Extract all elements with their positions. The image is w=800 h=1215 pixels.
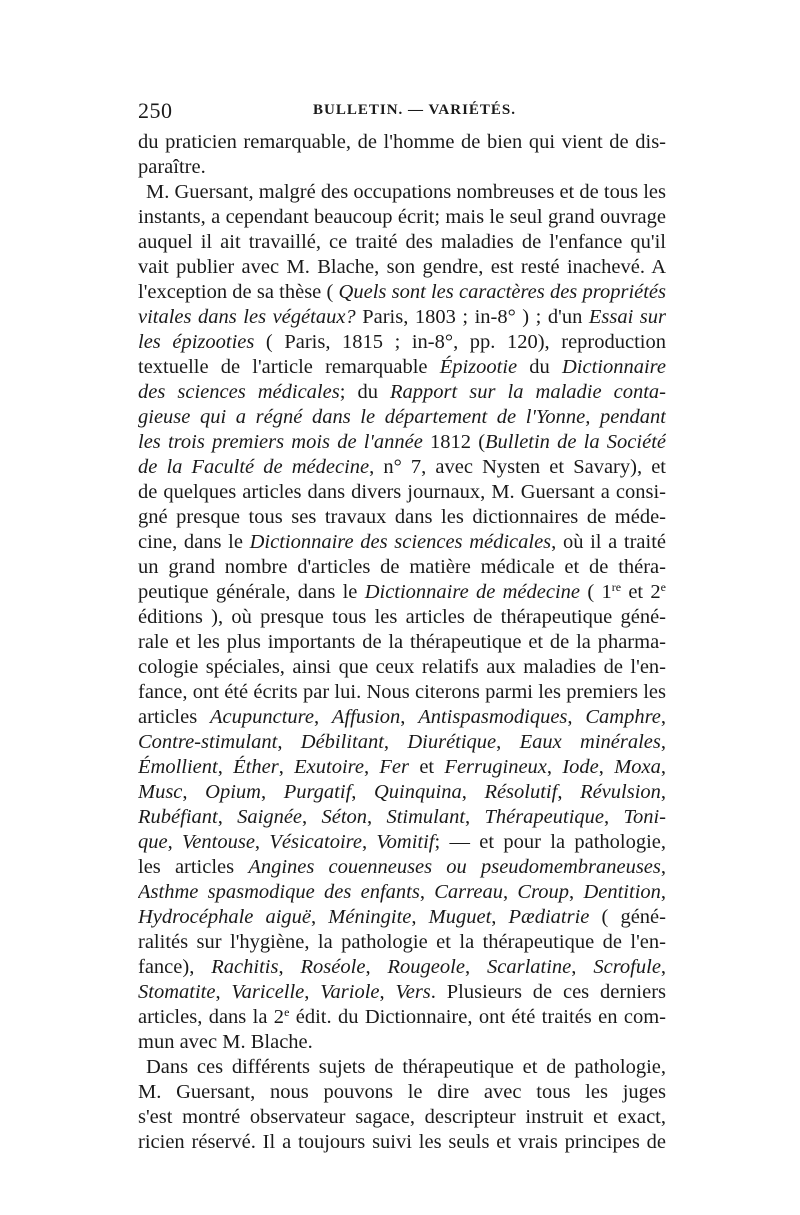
- text-line: [138, 355, 666, 380]
- italic-title: Toni-: [623, 806, 666, 828]
- text-line: [138, 280, 666, 305]
- text-segment: ,: [464, 956, 488, 978]
- italic-title: Exutoire: [294, 756, 364, 778]
- text-segment: ,: [660, 856, 666, 878]
- italic-title: Ferrugineux: [444, 756, 547, 778]
- text-line: [138, 630, 666, 655]
- italic-title: Hydrocéphale aiguë: [138, 906, 312, 928]
- text-segment: ( géné-: [589, 906, 666, 928]
- text-segment: ,: [569, 881, 584, 903]
- italic-title: Moxa: [614, 756, 661, 778]
- text-segment: ,: [496, 731, 520, 753]
- text-segment: ricien réservé. Il a toujours suivi les seuls et vrais principes de: [138, 1131, 666, 1153]
- italic-title: Bulletin de la Société: [485, 431, 666, 453]
- italic-title: des sciences médicales: [138, 381, 340, 403]
- italic-title: Rapport sur la maladie conta-: [390, 381, 666, 403]
- text-segment: paraître.: [138, 156, 206, 178]
- text-segment: gné presque tous ses travaux dans les dictionnaires de méde-: [138, 506, 666, 528]
- italic-title: Stimulant: [386, 806, 466, 828]
- text-segment: ,: [367, 806, 387, 828]
- text-segment: , où il a traité: [551, 531, 666, 553]
- text-segment: M. Guersant, malgré des occupations nombreuses et de tous les: [146, 181, 666, 203]
- text-segment: éditions ), où presque tous les articles de thérapeutique géné-: [138, 606, 666, 628]
- text-line: [138, 905, 666, 930]
- italic-title: Pædiatrie: [508, 906, 590, 928]
- italic-title: Croup: [517, 881, 570, 903]
- text-segment: ,: [363, 756, 380, 778]
- text-line: [138, 255, 666, 280]
- text-segment: ,: [302, 806, 322, 828]
- italic-title: Acupuncture: [210, 706, 314, 728]
- text-line: [138, 430, 666, 455]
- italic-title: Quels sont les caractères des propriétés: [338, 281, 666, 303]
- italic-title: Essai sur: [588, 306, 666, 328]
- italic-title: Camphre: [585, 706, 661, 728]
- text-segment: auquel il ait travaillé, ce traité des maladies de l'enfance qu'il: [138, 231, 666, 253]
- text-line: [138, 655, 666, 680]
- text-segment: ,: [167, 831, 183, 853]
- text-segment: ,: [660, 781, 666, 803]
- italic-title: Antispasmodiques: [418, 706, 568, 728]
- superscript: e: [284, 1005, 290, 1019]
- italic-title: Rachitis: [211, 956, 279, 978]
- italic-title: Dictionnaire de médecine: [364, 581, 581, 603]
- text-line: [138, 1080, 666, 1105]
- text-segment: ,: [461, 781, 485, 803]
- text-line: [138, 230, 666, 255]
- text-segment: ,: [557, 781, 581, 803]
- text-line: [138, 580, 666, 605]
- text-segment: textuelle de l'article remarquable: [138, 356, 440, 378]
- italic-title: Musc: [138, 781, 183, 803]
- italic-title: Révulsion: [580, 781, 661, 803]
- text-segment: ,: [546, 756, 563, 778]
- text-line: [138, 880, 666, 905]
- italic-title: Angines couenneuses ou pseudomembraneuses: [248, 856, 661, 878]
- text-segment: ,: [660, 881, 666, 903]
- italic-title: Varicelle: [231, 981, 305, 1003]
- text-line: [138, 330, 666, 355]
- text-line: [138, 605, 666, 630]
- italic-title: Débilitant: [300, 731, 384, 753]
- text-line: [138, 730, 666, 755]
- text-segment: cologie spéciales, ainsi que ceux relatifs aux maladies de l'en-: [138, 656, 666, 678]
- text-segment: ,: [502, 881, 518, 903]
- italic-title: Muguet: [428, 906, 492, 928]
- italic-title: Vers: [395, 981, 431, 1003]
- italic-title: Vomitif: [376, 831, 435, 853]
- text-segment: peutique générale, dans le: [138, 581, 365, 603]
- text-line: [138, 380, 666, 405]
- text-segment: ,: [491, 906, 509, 928]
- italic-title: Opium: [205, 781, 261, 803]
- text-segment: ,: [660, 731, 666, 753]
- italic-title: vitales dans les végétaux?: [138, 306, 356, 328]
- text-segment: fance, ont été écrits par lui. Nous citerons parmi les premiers les: [138, 681, 666, 703]
- italic-title: Rougeole: [387, 956, 465, 978]
- italic-title: Résolutif: [484, 781, 558, 803]
- text-segment: rale et les plus importants de la thérapeutique et de la pharma-: [138, 631, 666, 653]
- text-segment: ,: [400, 706, 419, 728]
- italic-title: Thérapeutique: [484, 806, 605, 828]
- text-line: [138, 455, 666, 480]
- text-segment: articles, dans la 2: [138, 1006, 285, 1028]
- italic-title: Purgatif: [283, 781, 352, 803]
- italic-title: Émollient: [138, 756, 218, 778]
- text-segment: ,: [351, 781, 374, 803]
- italic-title: Épizootie: [439, 356, 518, 378]
- text-segment: du: [517, 356, 562, 378]
- italic-title: Carreau: [434, 881, 503, 903]
- text-segment: les articles: [138, 856, 249, 878]
- text-segment: ,: [182, 781, 206, 803]
- text-line: [138, 830, 666, 855]
- text-line: [138, 705, 666, 730]
- text-line: [138, 1005, 666, 1030]
- text-segment: , n° 7, avec Nysten et Savary), et: [369, 456, 666, 478]
- italic-title: les trois premiers mois de l'année: [138, 431, 423, 453]
- text-segment: 1812 (: [422, 431, 486, 453]
- text-segment: ,: [278, 756, 295, 778]
- italic-title: Iode: [562, 756, 599, 778]
- text-line: [138, 680, 666, 705]
- text-segment: un grand nombre d'articles de matière médicale et de théra-: [138, 556, 666, 578]
- text-segment: ,: [660, 956, 666, 978]
- italic-title: Fer: [379, 756, 410, 778]
- text-segment: l'exception de sa thèse (: [138, 281, 339, 303]
- text-line: [138, 555, 666, 580]
- italic-title: Dentition: [583, 881, 661, 903]
- italic-title: Scrofule: [593, 956, 661, 978]
- italic-title: Saignée: [237, 806, 303, 828]
- text-line: [138, 1105, 666, 1130]
- text-line: [138, 305, 666, 330]
- text-segment: ,: [411, 906, 429, 928]
- superscript: e: [660, 580, 666, 594]
- text-segment: Paris, 1803 ; in-8° ) ; d'un: [355, 306, 589, 328]
- text-line: [138, 205, 666, 230]
- italic-title: Eaux minérales: [519, 731, 661, 753]
- text-line: [138, 1130, 666, 1155]
- text-line: [138, 505, 666, 530]
- italic-title: les épizooties: [138, 331, 255, 353]
- text-segment: ,: [313, 706, 332, 728]
- text-segment: ,: [598, 756, 615, 778]
- italic-title: Contre-stimulant: [138, 731, 278, 753]
- text-segment: articles: [138, 706, 210, 728]
- text-segment: mun avec M. Blache.: [138, 1031, 313, 1053]
- italic-title: que: [138, 831, 168, 853]
- text-segment: ,: [567, 706, 586, 728]
- text-line: [138, 755, 666, 780]
- text-segment: édit. du Dictionnaire, ont été traités en com-: [289, 1006, 666, 1028]
- text-segment: de quelques articles dans divers journaux, M. Guersant a consi-: [138, 481, 666, 503]
- text-line: [138, 530, 666, 555]
- text-segment: ,: [277, 731, 301, 753]
- superscript: re: [611, 580, 622, 594]
- text-line: [138, 1030, 666, 1055]
- text-line: [138, 180, 666, 205]
- text-segment: ,: [571, 956, 594, 978]
- italic-title: Affusion: [331, 706, 401, 728]
- text-segment: ,: [365, 956, 388, 978]
- italic-title: Scarlatine: [487, 956, 572, 978]
- text-segment: ,: [383, 731, 408, 753]
- running-head: BULLETIN. — VARIÉTÉS.: [313, 102, 517, 118]
- italic-title: Diurétique: [407, 731, 497, 753]
- italic-title: gieuse qui a régné dans le département de l'Yonne, pendant: [138, 406, 666, 428]
- text-segment: M. Guersant, nous pouvons le dire avec tous les juges: [138, 1081, 666, 1103]
- text-line: [138, 805, 666, 830]
- text-segment: Dans ces différents sujets de thérapeutique et de pathologie,: [146, 1056, 666, 1078]
- text-line: [138, 480, 666, 505]
- text-segment: ; du: [339, 381, 391, 403]
- italic-title: de la Faculté de médecine: [138, 456, 370, 478]
- text-line: [138, 930, 666, 955]
- italic-title: Méningite: [328, 906, 412, 928]
- italic-title: Asthme spasmodique des enfants: [138, 881, 420, 903]
- page-number: 250: [138, 98, 173, 123]
- text-segment: ,: [660, 706, 666, 728]
- text-segment: du praticien remarquable, de l'homme de bien qui vient de dis-: [138, 131, 666, 153]
- text-segment: ,: [254, 831, 270, 853]
- text-segment: s'est montré observateur sagace, descripteur instruit et exact,: [138, 1106, 666, 1128]
- text-line: [138, 155, 666, 180]
- text-line: [138, 405, 666, 430]
- text-line: [138, 955, 666, 980]
- text-segment: ( 1: [580, 581, 612, 603]
- text-segment: ,: [660, 756, 666, 778]
- text-segment: ,: [215, 981, 232, 1003]
- body-text: [138, 130, 666, 1155]
- text-segment: ,: [304, 981, 321, 1003]
- text-segment: ,: [604, 806, 624, 828]
- text-segment: ,: [419, 881, 435, 903]
- text-segment: ( Paris, 1815 ; in-8°, pp. 120), reproduction: [265, 331, 666, 353]
- text-segment: ralités sur l'hygiène, la pathologie et la thérapeutique de l'en-: [138, 931, 666, 953]
- italic-title: Variole: [320, 981, 380, 1003]
- italic-title: Quinquina: [374, 781, 462, 803]
- text-segment: instants, a cependant beaucoup écrit; mais le seul grand ouvrage: [138, 206, 666, 228]
- text-segment: ,: [379, 981, 396, 1003]
- italic-title: Dictionnaire des sciences médicales: [249, 531, 552, 553]
- text-segment: ; — et pour la pathologie,: [434, 831, 666, 853]
- text-line: [138, 130, 666, 155]
- italic-title: Vésicatoire: [269, 831, 362, 853]
- text-line: [138, 980, 666, 1005]
- italic-title: Ventouse: [182, 831, 255, 853]
- text-segment: . Plusieurs de ces derniers: [430, 981, 666, 1003]
- italic-title: Séton: [321, 806, 368, 828]
- text-segment: ,: [361, 831, 377, 853]
- text-segment: ,: [217, 756, 234, 778]
- text-segment: ,: [217, 806, 238, 828]
- text-segment: fance),: [138, 956, 212, 978]
- page-header: [138, 98, 666, 128]
- italic-title: Éther: [233, 756, 279, 778]
- text-segment: ,: [311, 906, 329, 928]
- text-segment: cine, dans le: [138, 531, 250, 553]
- text-segment: et: [409, 756, 445, 778]
- text-segment: ,: [260, 781, 284, 803]
- italic-title: Stomatite: [138, 981, 216, 1003]
- text-segment: ,: [465, 806, 485, 828]
- italic-title: Dictionnaire: [561, 356, 666, 378]
- text-segment: ,: [278, 956, 301, 978]
- text-line: [138, 1055, 666, 1080]
- italic-title: Rubéfiant: [138, 806, 218, 828]
- text-line: [138, 855, 666, 880]
- italic-title: Roséole: [300, 956, 366, 978]
- text-segment: vait publier avec M. Blache, son gendre, est resté inachevé. A: [138, 256, 666, 278]
- text-line: [138, 780, 666, 805]
- text-segment: et 2: [621, 581, 661, 603]
